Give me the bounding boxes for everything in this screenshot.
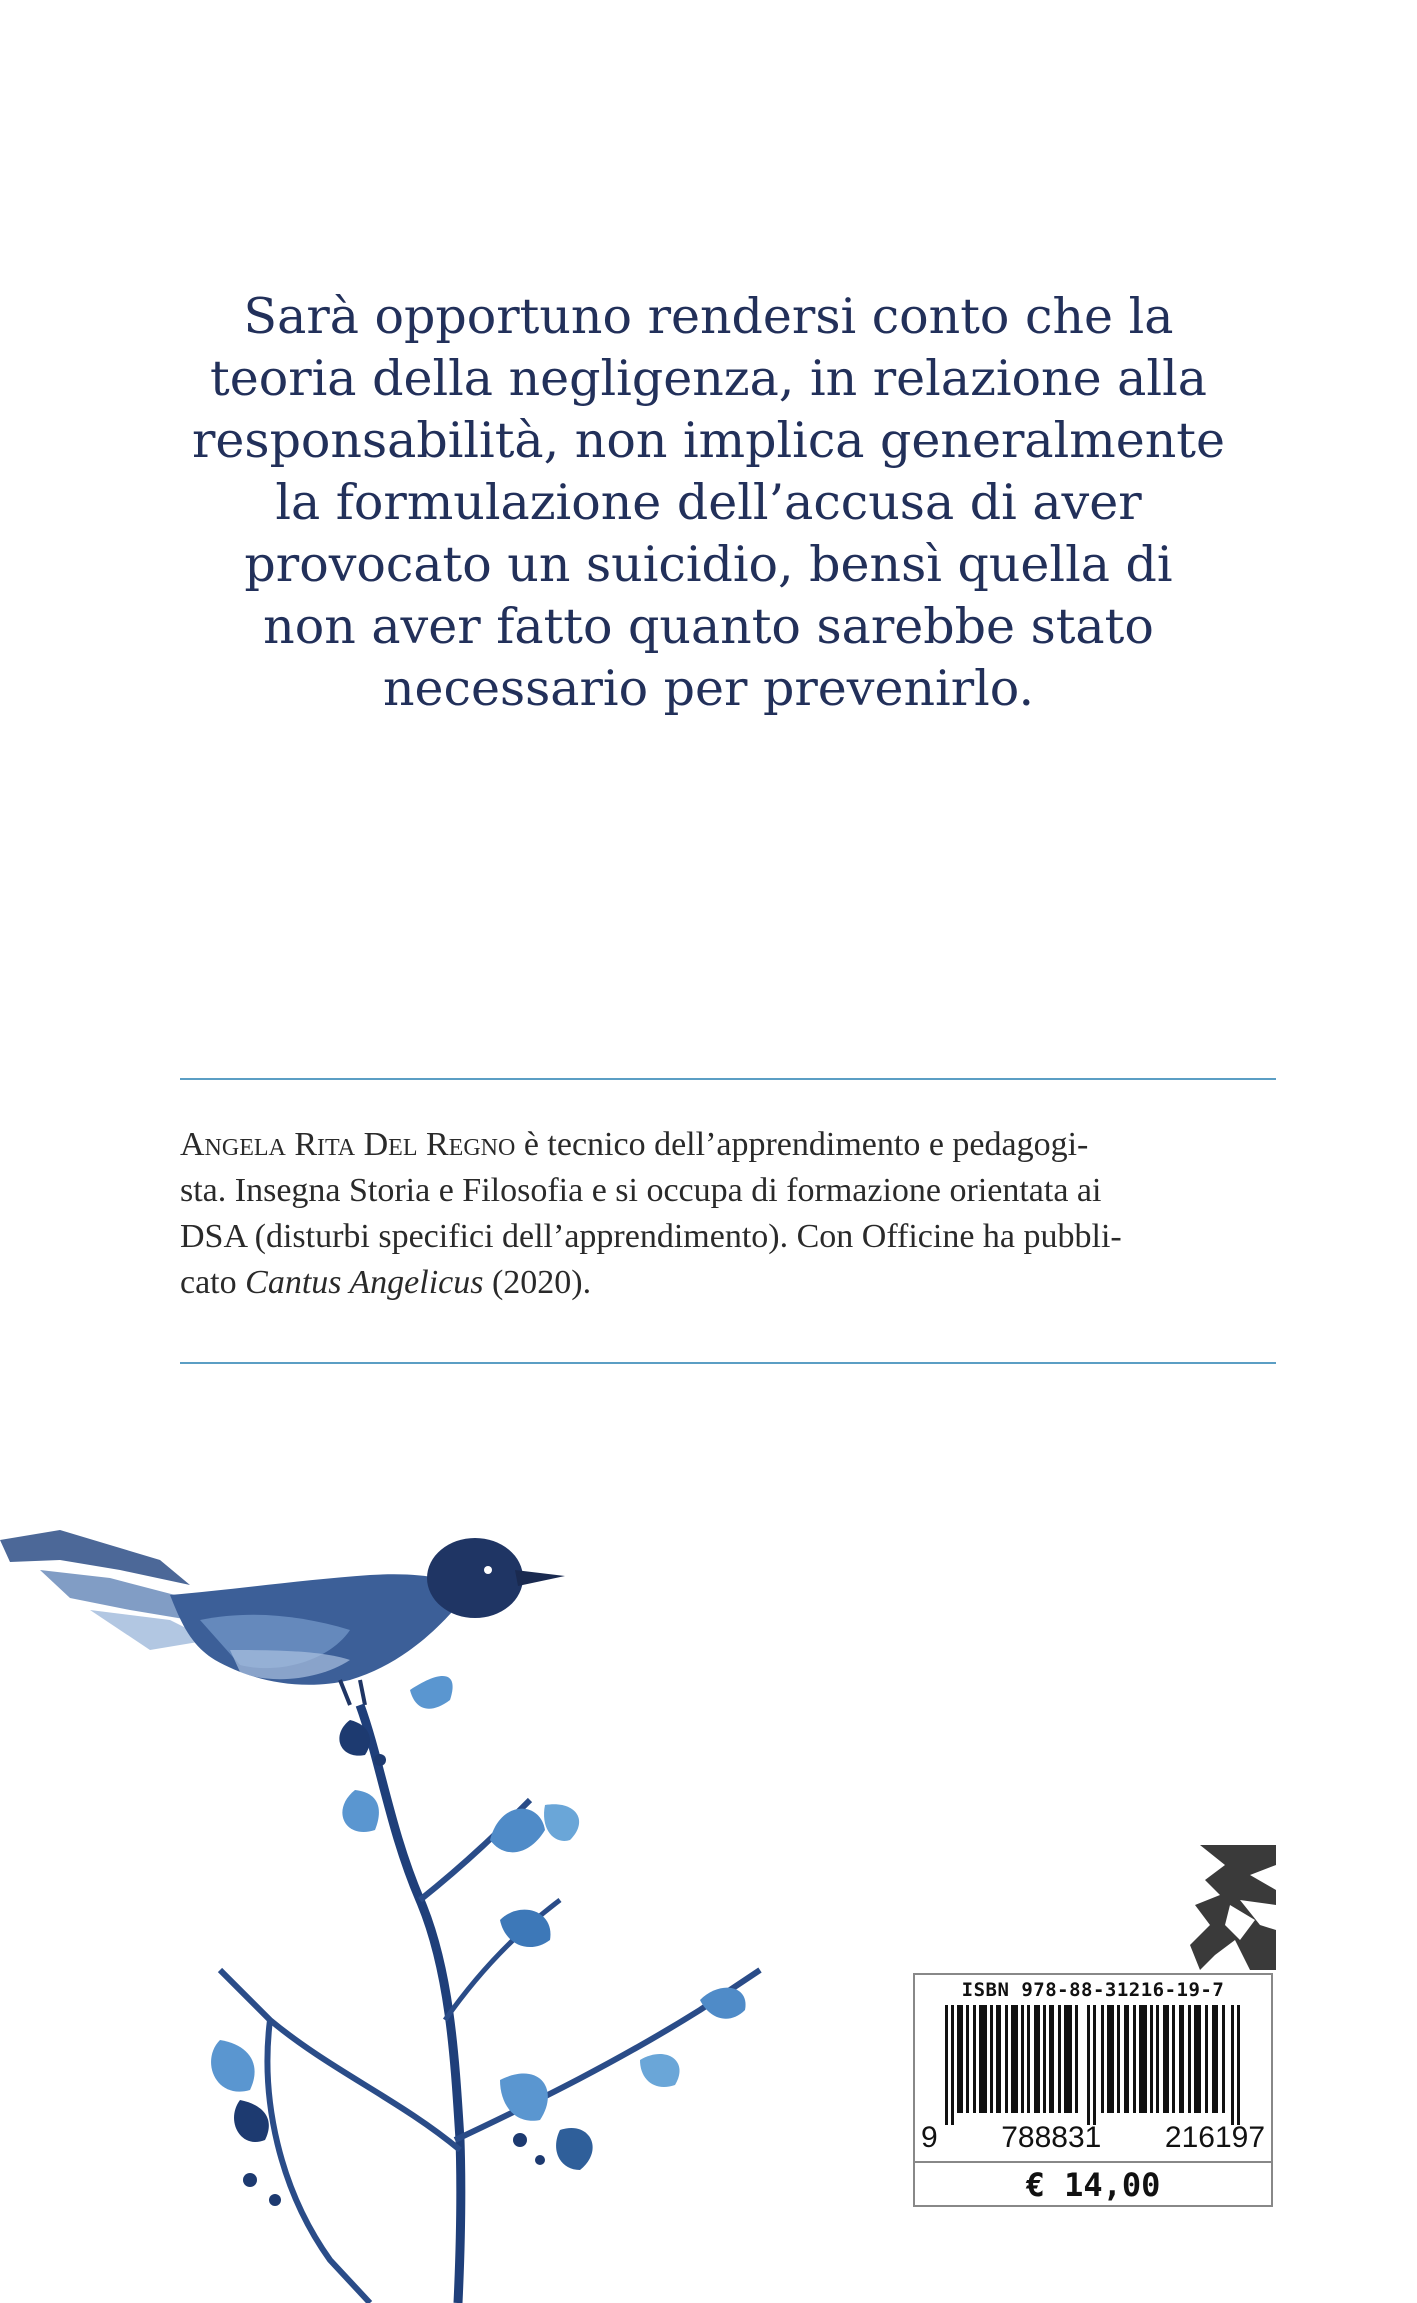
quote-line: la formulazione dell’accusa di aver	[275, 474, 1142, 531]
barcode-digits	[921, 2121, 1265, 2155]
barcode-bars	[927, 2005, 1261, 2125]
divider-bottom	[180, 1362, 1276, 1364]
isbn-barcode	[913, 1973, 1273, 2207]
quote-line: non aver fatto quanto sarebbe stato	[263, 598, 1154, 655]
bio-line	[180, 1260, 1276, 1306]
isbn-label: ISBN 978-88-31216-19-7	[961, 1979, 1225, 2001]
price-label: € 14,00	[915, 2161, 1271, 2209]
bio-line: DSA (disturbi specifici dell’apprendimento). Con Officine ha pubbli-	[180, 1218, 1122, 1255]
bio-text: è tecnico dell’apprendimento e pedagogi-	[515, 1126, 1089, 1163]
divider-top	[180, 1078, 1276, 1080]
bio-line	[180, 1122, 1276, 1168]
author-name: Angela Rita Del Regno	[180, 1126, 516, 1163]
barcode-left-digits: 788831	[1001, 2121, 1102, 2154]
barcode-first-digit: 9	[921, 2121, 938, 2154]
book-title: Cantus Angelicus	[245, 1264, 484, 1301]
publisher-logo	[1180, 1845, 1276, 1970]
bio-line: sta. Insegna Storia e Filosofia e si occupa di formazione orientata ai	[180, 1172, 1102, 1209]
bio-text: cato	[180, 1264, 246, 1301]
quote-line: provocato un suicidio, bensì quella di	[244, 536, 1173, 593]
quote-line: responsabilità, non implica generalmente	[192, 412, 1225, 469]
quote-line: teoria della negligenza, in relazione alla	[210, 350, 1207, 407]
bio-text: (2020).	[483, 1264, 592, 1301]
quote-line: necessario per prevenirlo.	[382, 660, 1035, 717]
barcode-right-digits: 216197	[1164, 2121, 1265, 2154]
quote-line: Sarà opportuno rendersi conto che la	[243, 288, 1174, 345]
bird-on-branch-illustration	[0, 1500, 800, 2303]
back-cover-quote	[120, 286, 1297, 720]
author-bio	[180, 1122, 1276, 1306]
